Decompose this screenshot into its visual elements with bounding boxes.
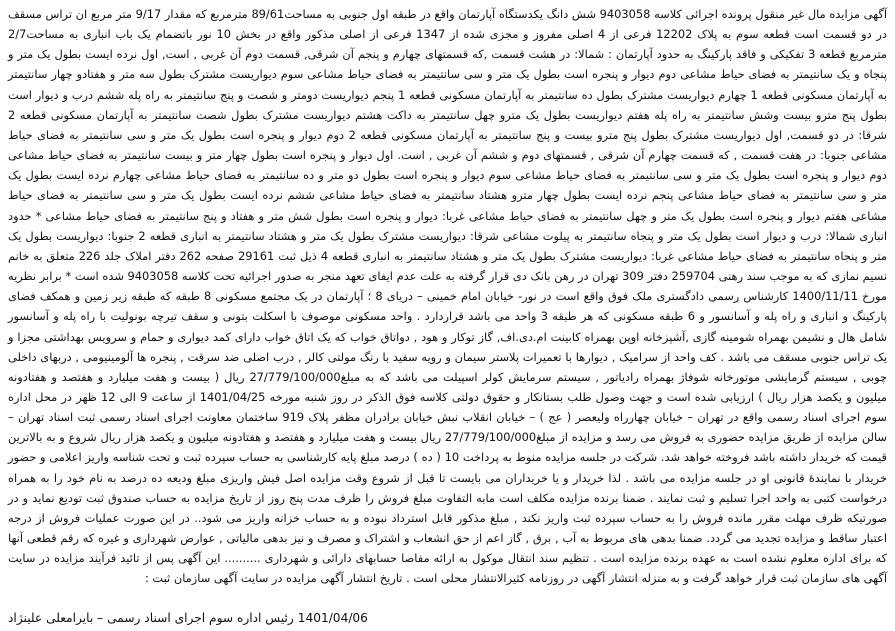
notice-signature: 1401/04/06 رئیس اداره سوم اجرای اسناد رسمی – بایرامعلی علینژاد [8,611,368,625]
auction-notice-text: آگهی مزایده مال غیر منقول پرونده اجرائی کلاسه 9403058 شش دانگ یکدستگاه آپارتمان واقع در طبقه اول جنوبی به مساحت89/61 مترمربع که مقدار 9/17 متر مربع ان تراس مسقف در دو قسمت است قطعه سوم به پلاک 12202 فرعی از 4 اصلی مفروز و مجزی شده از 1347 فرعی از اصلی مذکور واقع در بخش 10 نور باتضمام یک باب انباری به مساحت2/7 مترمربع قطعه 3 تفکیکی و فاقد پارکینگ به حدود آپارتمان : شمالا: در هشت قسمت ,که قسمتهای چهارم و پنجم آن شرقی, قسمت دوم آن غربی , است, اول نرده ایست بطول یک متر و پنجاه و یک سانتیمتر به فضای حیاط مشاعی دوم دیوار و پنجره است بطول یک متر و سی سانتیمتر به فضای حیاط مشاعی سوم دیواریست مشترک بطول سه متر و هفتادو چهار سانتیمتر به آپارتمان مسکونی قطعه 1 چهارم دیواریست مشترک بطول ده سانتیمتر به آپارتمان مسکونی قطعه 1 پنجم دیواریست دومتر و شصت و پنج سانتیمتر به راه پله ششم درب و دیوار است بطول پنج مترو بیست وشش سانتیمتر به راه پله هفتم دیواریست بطول یک مترو چهل سانتیمتر به داکت هشتم دیواریست مشترک بطول شصت سانتیمتر به آپارتمان مسکونی قطعه 2 شرقا: در دو قسمت, اول دیواریست مشترک بطول پنج مترو بیست و پنج سانتیمتر به آپارتمان مسکونی قطعه 2 دوم دیوار و پنجره است بطول یک متر و سی سانتیمتر به فضای حیاط مشاعی جنوبا: در هفت قسمت , که قسمت چهارم آن شرقی , قسمتهای دوم و ششم آن غربی , است. اول دیوار و پنجره است بطول چهار متر و بیست سانتیمتر به فضای حیاط مشاعی دوم دیوار و پنجره است بطول یک متر و سی سانتیمتر به فضای حیاط مشاعی سوم دیوار و پنجره است بطول دو متر و ده سانتیمتر به فضای حیاط مشاعی چهارم نرده ایست بطول یک متر و سی سانتیمتر به فضای حیاط مشاعی پنجم نرده ایست بطول چهار مترو هشتاد سانتیمتر به فضای حیاط مشاعی ششم نرده ایست بطول یک متر و سی سانتیمتر به فضای حیاط مشاعی هفتم دیوار و پنجره است بطول یک متر و چهل سانتیمتر به فضای حیاط مشاعی غربا: دیوار و پنجره است بطول شش متر و هفتاد و پنج سانتیمتر به فضای حیاط مشاعی * حدود انباری شمالا: درب و دیوار است بطول یک متر و پنجاه سانتیمتر به پیلوت مشاعی شرقا: دیواریست مشترک بطول یک متر و هشتاد سانتیمتر به انباری قطعه 2 جنوبا: دیواریست بطول یک متر و پنجاه سانتیمتر به فضای حیاط مشاعی غربا: دیواریست مشترک بطول یک متر و هشتاد سانتیمتر به انباری قطعه 4 ذیل ثبت 29161 صفحه 262 دفتر املاک جلد 226 متعلق به خانم نسیم نمازی که به موجب سند رهنی 259704 دفتر 309 تهران در رهن بانک دی قرار گرفته به علت عدم ایفای تعهد منجر به صدور اجرائیه تحت کلاسه 9403058 شده است * برابر نظریه مورخ 1400/11/11 کارشناس رسمی دادگستری ملک فوق واقع است در نور- خیابان امام خمینی – دریای 8 ؛ آپارتمان در یک مجتمع مسکونی 8 طبقه که طبقه زیر زمین و همکف فضای پارکینگ و انباری و راه پله و آسانسور و 6 طبقه مسکونی که هر طبقه 3 واحد می باشد قراردارد . واحد مسکونی موصوف با اسکلت بتونی و سقف تیرچه بونولیت با راه پله و آسانسور شامل هال و نشیمن بهمراه شومینه گازی ,آشپزخانه اوپن بهمراه کابینت ام.دی.اف, گاز توکار و هود , دواتاق خواب که یک اتاق خواب دارای کمد دیواری و حمام و سرویس بهداشتی مجزا و یک تراس جنوبی مسقف می باشد . کف واحد از سرامیک , دیوارها با تعمیرات پلاستر سیمان و رویه سفید با رنگ مولتی کالر , درب اصلی ضد سرقت , پنجره ها آلومینیومی , دربهای داخلی چوبی , سیستم گرمایشی موتورخانه شوفاژ بهمراه رادیاتور , سیستم سرمایش کولر اسپیلت می باشد که به مبلغ27/779/100/000 ریال ( بیست و هفت میلیارد و هفتصد و هفتادونه میلیون و یکصد هزار ریال ) ارزیابی شده است و جهت وصول طلب بستانکار و حقوق دولتی کلاسه فوق الذکر در روز شنبه مورخه 1401/04/25 از ساعت 9 الی 12 ظهر در محل اداره سوم اجرای اسناد رسمی واقع در تهران – خیابان چهارراه ولیعصر ( عج ) – خیابان انقلاب نبش خیابان برادران مظفر پلاک 919 ساختمان معاونت اجرای اسناد رسمی ثبت اسناد تهران – سالن مزایده از طریق مزایده حضوری به فروش می رسد و مزایده از مبلغ27/779/100/000 ریال بیست و هفت میلیارد و هفتصد و هفتادونه میلیون و یکصد هزار ریال شروع و به بالاترین قیمت که خریدار داشته باشد فروخته خواهد شد. شرکت در جلسه مزایده منوط به پرداخت 10 ( ده ) درصد مبلغ پایه کارشناسی به حساب سپرده ثبت و تحت شناسه واریز اعلامی و حضور خریدار با نمایندۀ قانونی او در جلسه مزایده می باشد . لذا خریدار و یا خریداران می بایست تا قبل از شروع وقت مزایده اصل فیش واریزی مبلغ ودیعه ده درصد به نام خود را به همراه درخواست کتبی به واحد اجرا تسلیم و ثبت نمایند . ضمنا برنده مزایده مکلف است مابه التفاوت مبلغ فروش را ظرف مدت پنج روز از تاریخ مزایده به حساب صندوق ثبت تودیع نماید و در صورتیکه ظرف مهلت مقرر مانده فروش را به حساب سپرده ثبت واریز نکند , مبلغ مذکور قابل استرداد نبوده و به حساب خزانه واریز می شود.. در این صورت عملیات فروش از درجه اعتبار ساقط و مزایده تجدید می گردد. ضمنا بدهی های مربوط به آب , برق , گاز اعم از حق انشعاب و اشتراک و مصرف و نیز بدهی مالیاتی , عوارض شهرداری و غیره که رقم قطعی آنها که برای اداره معلوم نشده است به عهده برنده مزایده است . تنظیم سند انتقال موکول به ارائه مفاصا حسابهای دارائی و شهرداری .......... این آگهی پس از تائید فرآیند مزایده در سایت آگهی های سازمان ثبت قرار خواهد گرفت و به منزله انتشار آگهی در روزنامه کثیرالانتشار محلی است . تاریخ انتشار آگهی مزایده در سایت آگهی سازمان ثبت : [8,7,888,586]
